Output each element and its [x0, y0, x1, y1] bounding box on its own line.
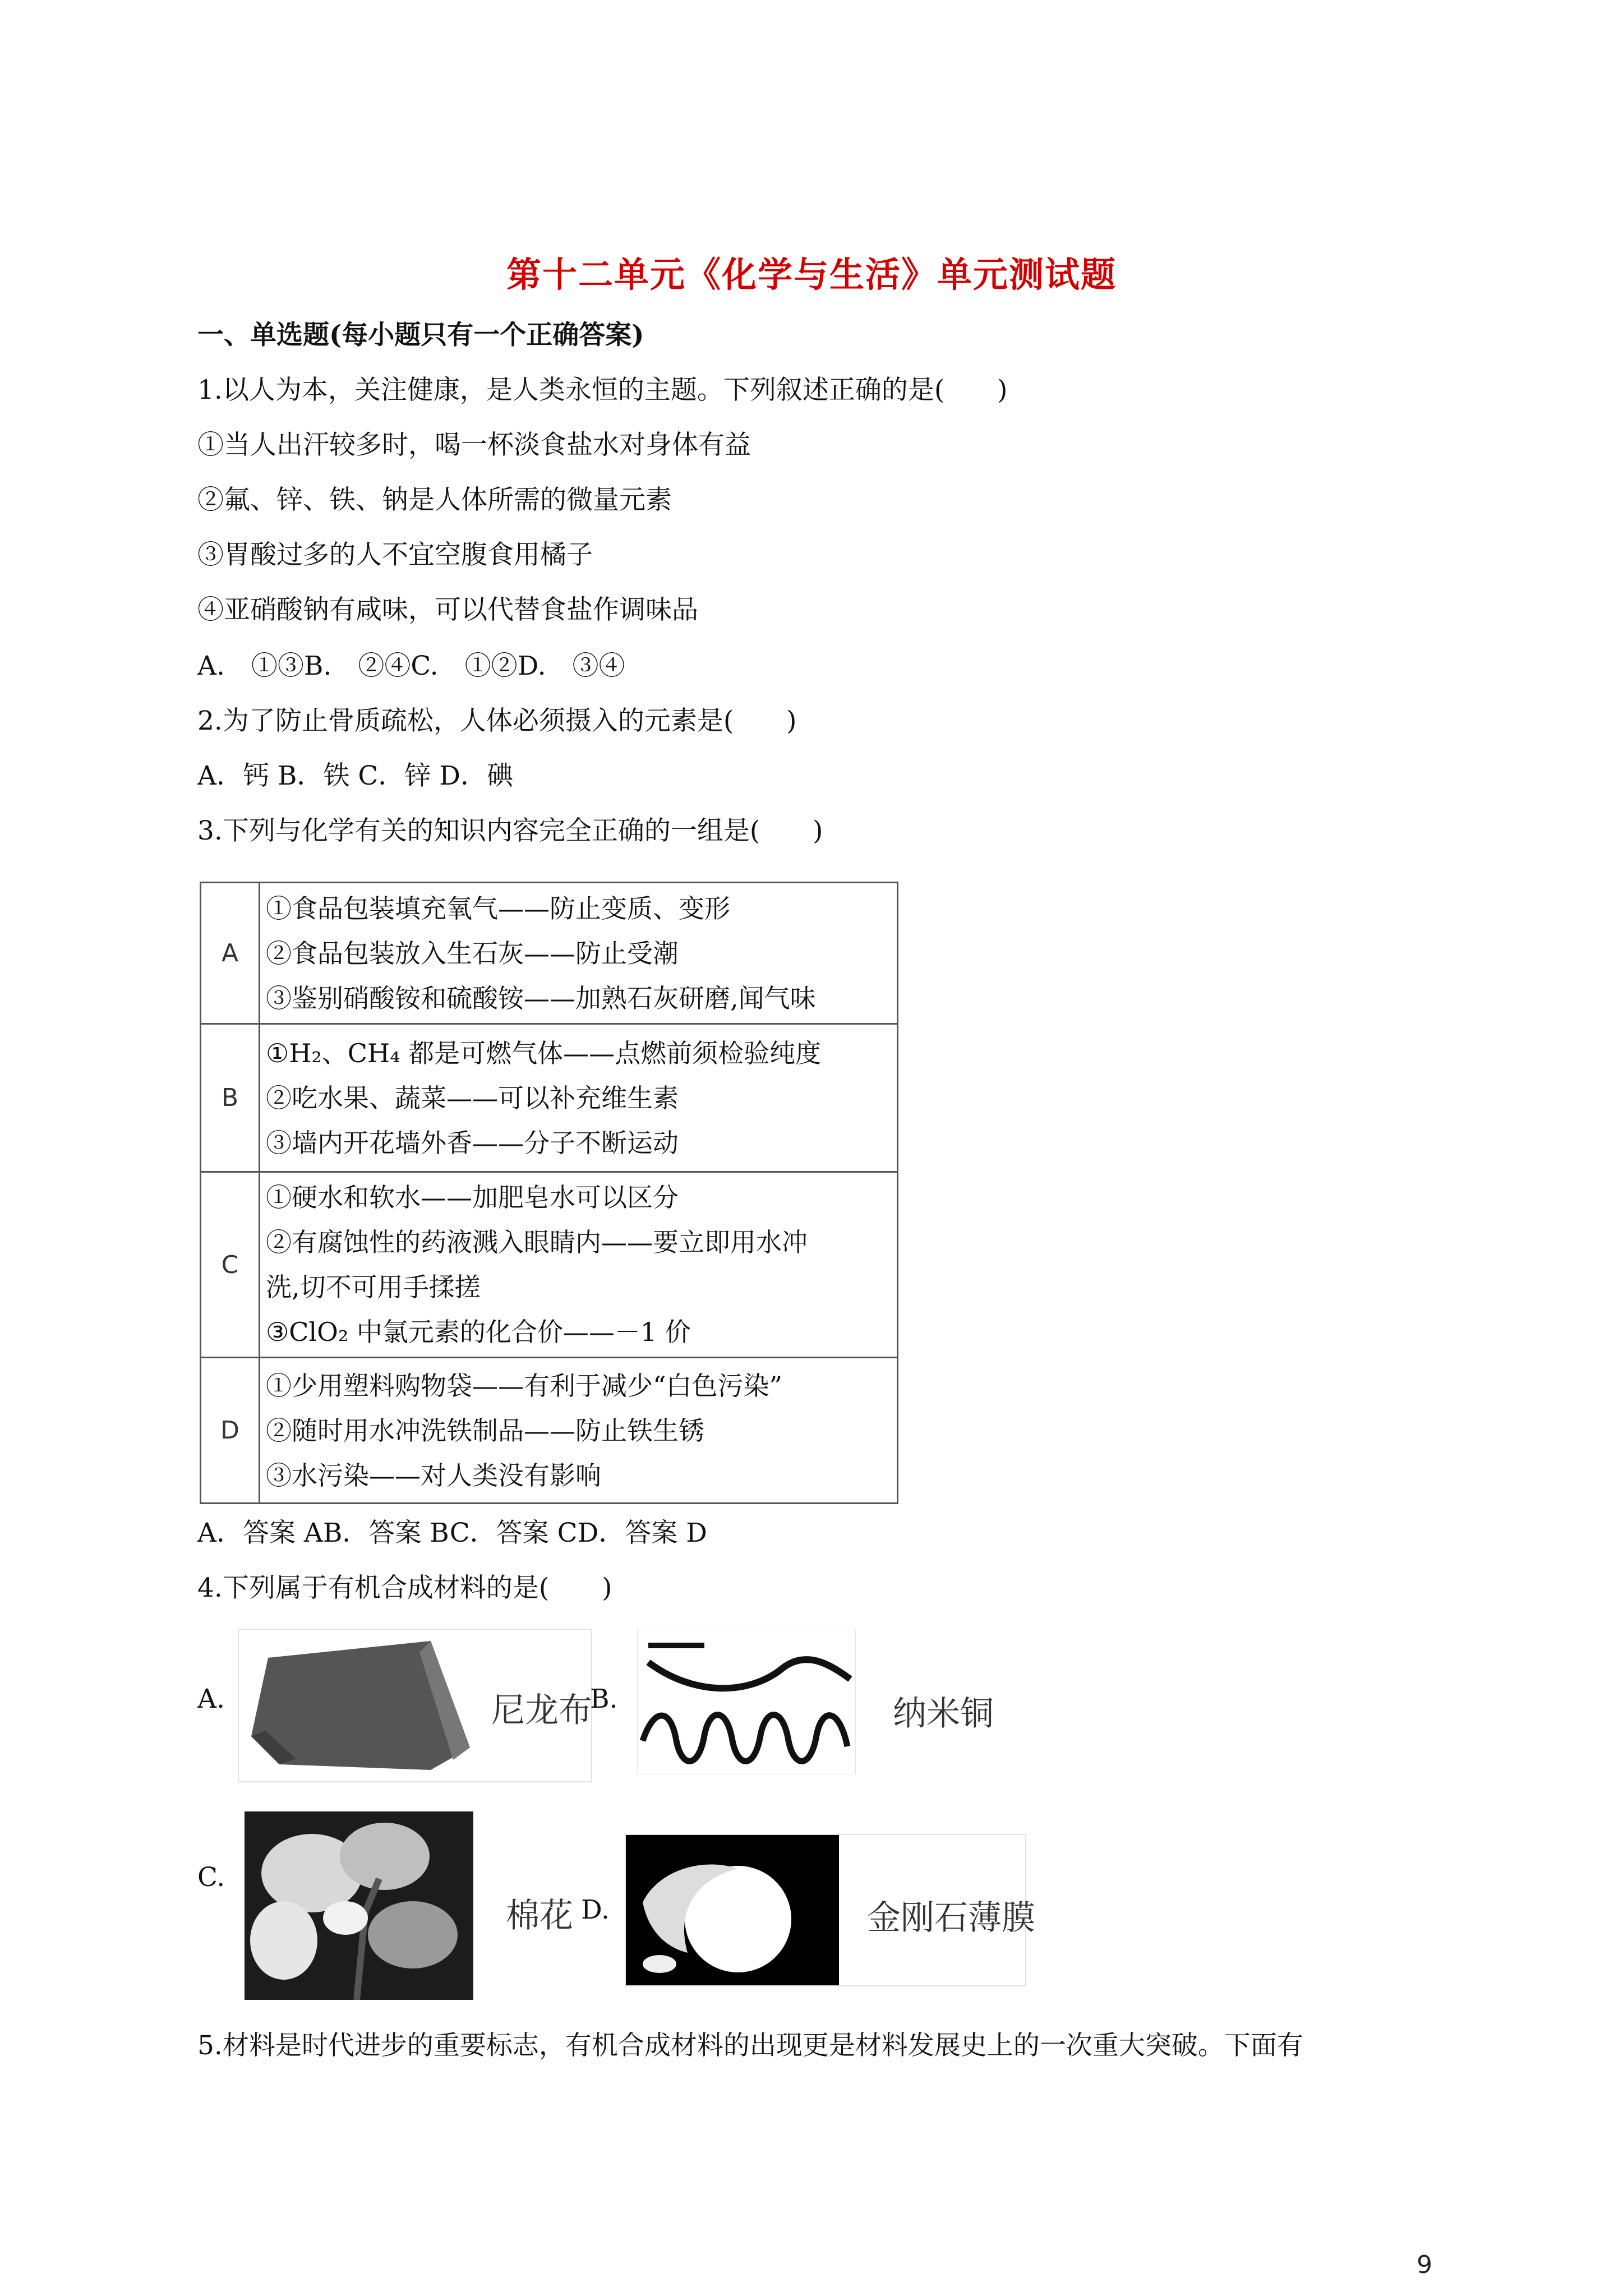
row-line: ③鉴别硝酸铵和硫酸铵——加熟石灰研磨,闻气味	[266, 983, 816, 1013]
question-4-stem: 4.下列属于有机合成材料的是( )	[197, 1573, 612, 1603]
row-line: ①H₂、CH₄ 都是可燃气体——点燃前须检验纯度	[266, 1038, 822, 1068]
option-b-label: B.	[590, 1684, 618, 1714]
question-1-item: ①当人出汗较多时，喝一杯淡食盐水对身体有益	[197, 430, 751, 460]
row-line: ②随时用水冲洗铁制品——防止铁生锈	[266, 1415, 704, 1446]
question-3-options: A．答案 AB．答案 BC．答案 CD．答案 D	[197, 1518, 707, 1548]
nano-copper-label: 纳米铜	[893, 1694, 994, 1733]
question-2-stem: 2.为了防止骨质疏松，人体必须摄入的元素是( )	[197, 706, 797, 736]
row-content	[260, 1358, 898, 1504]
row-line: ①硬水和软水——加肥皂水可以区分	[266, 1182, 679, 1212]
row-label: C	[201, 1172, 260, 1358]
question-3-stem: 3.下列与化学有关的知识内容完全正确的一组是( )	[197, 815, 823, 846]
cotton-label: 棉花	[506, 1896, 573, 1935]
table-row	[201, 1358, 898, 1504]
question-5-stem: 5.材料是时代进步的重要标志，有机合成材料的出现更是材料发展史上的一次重大突破。下面有	[197, 2030, 1303, 2061]
nano-copper-image	[637, 1629, 994, 1780]
row-line: ②有腐蚀性的药液溅入眼睛内——要立即用水冲	[266, 1227, 808, 1257]
diamond-film-image	[625, 1834, 1035, 1986]
table-row	[201, 1024, 898, 1172]
question-1-stem: 1.以人为本，关注健康，是人类永恒的主题。下列叙述正确的是( )	[197, 375, 1008, 405]
option-d-label: D.	[581, 1894, 610, 1925]
row-line: ①少用塑料购物袋——有利于减少“白色污染”	[266, 1370, 783, 1401]
question-1-item: ②氟、锌、铁、钠是人体所需的微量元素	[197, 485, 672, 515]
page-title: 第十二单元《化学与生活》单元测试题	[506, 254, 1117, 295]
nylon-cloth-image	[238, 1629, 592, 1782]
row-content	[260, 883, 898, 1024]
row-line: 洗,切不可用手揉搓	[266, 1272, 481, 1302]
row-label: D	[201, 1358, 260, 1504]
diamond-film-label: 金刚石薄膜	[867, 1898, 1035, 1938]
row-line: ③水污染——对人类没有影响	[266, 1460, 601, 1491]
row-label: A	[201, 883, 260, 1024]
question-1-item: ③胃酸过多的人不宜空腹食用橘子	[197, 540, 593, 570]
row-label: B	[201, 1024, 260, 1172]
table-row	[201, 883, 898, 1024]
page-number: 9	[1417, 2251, 1432, 2279]
row-content	[260, 1024, 898, 1172]
knowledge-table	[200, 882, 898, 1504]
row-content	[260, 1172, 898, 1358]
nylon-cloth-label: 尼龙布	[491, 1691, 592, 1730]
question-2-options: A．钙 B．铁 C．锌 D．碘	[197, 760, 513, 791]
row-line: ③ClO₂ 中氯元素的化合价——－1 价	[266, 1317, 691, 1347]
section-heading: 一、单选题(每小题只有一个正确答案)	[197, 320, 644, 351]
row-line: ②食品包装放入生石灰——防止受潮	[266, 938, 679, 969]
question-1-options: A. ①③B. ②④C. ①②D. ③④	[197, 651, 625, 681]
cotton-icon	[245, 1811, 473, 2000]
option-c-label: C.	[197, 1862, 225, 1893]
nano-copper-icon	[637, 1629, 856, 1774]
table-row	[201, 1172, 898, 1358]
row-line: ②吃水果、蔬菜——可以补充维生素	[266, 1082, 679, 1113]
option-a-label: A.	[197, 1684, 225, 1714]
cotton-image	[245, 1811, 473, 2000]
row-line: ①食品包装填充氧气——防止变质、变形	[266, 893, 730, 924]
diamond-film-icon	[626, 1835, 839, 1985]
row-line: ③墙内开花墙外香——分子不断运动	[266, 1127, 679, 1158]
question-1-item: ④亚硝酸钠有咸味，可以代替食盐作调味品	[197, 594, 698, 625]
nylon-cloth-icon	[246, 1635, 481, 1776]
